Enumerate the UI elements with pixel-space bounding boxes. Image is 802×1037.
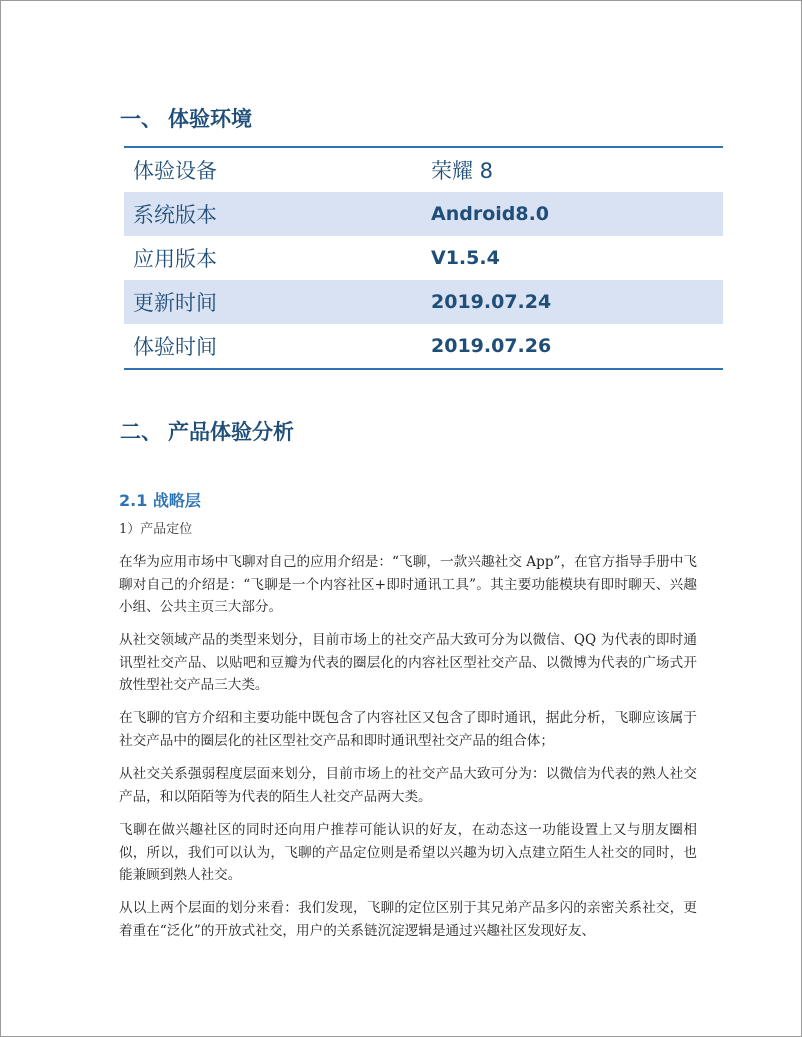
paragraph: 从以上两个层面的划分来看：我们发现，飞聊的定位区别于其兄弟产品多闪的亲密关系社交，更着重在“泛化”的开放式社交，用户的关系链沉淀逻辑是通过兴趣社区发现好友、 bbox=[119, 900, 697, 939]
environment-table bbox=[124, 146, 723, 370]
section-number: 一、 bbox=[120, 107, 162, 131]
table-row bbox=[124, 324, 723, 369]
table-row bbox=[124, 280, 723, 324]
subsection-item: 1）产品定位 bbox=[119, 522, 193, 537]
paragraph: 在飞聊的官方介绍和主要功能中既包含了内容社区又包含了即时通讯，据此分析，飞聊应该属于社交产品中的圈层化的社区型社交产品和即时通讯型社交产品的组合体； bbox=[119, 710, 697, 749]
section-heading-environment bbox=[120, 103, 252, 133]
section-heading-analysis bbox=[120, 416, 294, 446]
table-row bbox=[124, 192, 723, 236]
table-row bbox=[124, 236, 723, 280]
paragraph: 在华为应用市场中飞聊对自己的应用介绍是：“飞聊，一款兴趣社交 App”，在官方指导手册中飞聊对自己的介绍是：“飞聊是一个内容社区+即时通讯工具”。其主要功能模块有即时聊天、兴趣小组、公共主页三大部分。 bbox=[119, 554, 697, 615]
section-title: 体验环境 bbox=[168, 107, 252, 131]
section-title: 产品体验分析 bbox=[168, 420, 294, 444]
row-value: Android8.0 bbox=[431, 192, 723, 236]
paragraph: 飞聊在做兴趣社区的同时还向用户推荐可能认识的好友，在动态这一功能设置上又与朋友圈相似，所以，我们可以认为，飞聊的产品定位则是希望以兴趣为切入点建立陌生人社交的同时，也能兼顾到熟人社交。 bbox=[119, 822, 697, 883]
row-label: 体验时间 bbox=[133, 335, 217, 359]
row-value: 2019.07.26 bbox=[431, 335, 552, 357]
row-value: 2019.07.24 bbox=[431, 280, 723, 324]
row-label: 系统版本 bbox=[124, 192, 431, 236]
paragraph: 从社交领域产品的类型来划分，目前市场上的社交产品大致可分为以微信、QQ 为代表的即时通讯型社交产品、以贴吧和豆瓣为代表的圈层化的内容社区型社交产品、以微博为代表的广场式开放性型社交产品三大类。 bbox=[119, 632, 697, 693]
subsection-heading: 2.1 战略层 bbox=[119, 491, 201, 510]
row-value: V1.5.4 bbox=[431, 247, 500, 269]
paragraph: 从社交关系强弱程度层面来划分，目前市场上的社交产品大致可分为：以微信为代表的熟人社交产品，和以陌陌等为代表的陌生人社交产品两大类。 bbox=[119, 766, 697, 805]
section-number: 二、 bbox=[120, 420, 162, 444]
row-label: 应用版本 bbox=[133, 247, 217, 271]
row-label: 更新时间 bbox=[124, 280, 431, 324]
row-value: 荣耀 8 bbox=[431, 159, 494, 183]
table-row bbox=[124, 147, 723, 192]
row-label: 体验设备 bbox=[133, 159, 217, 183]
